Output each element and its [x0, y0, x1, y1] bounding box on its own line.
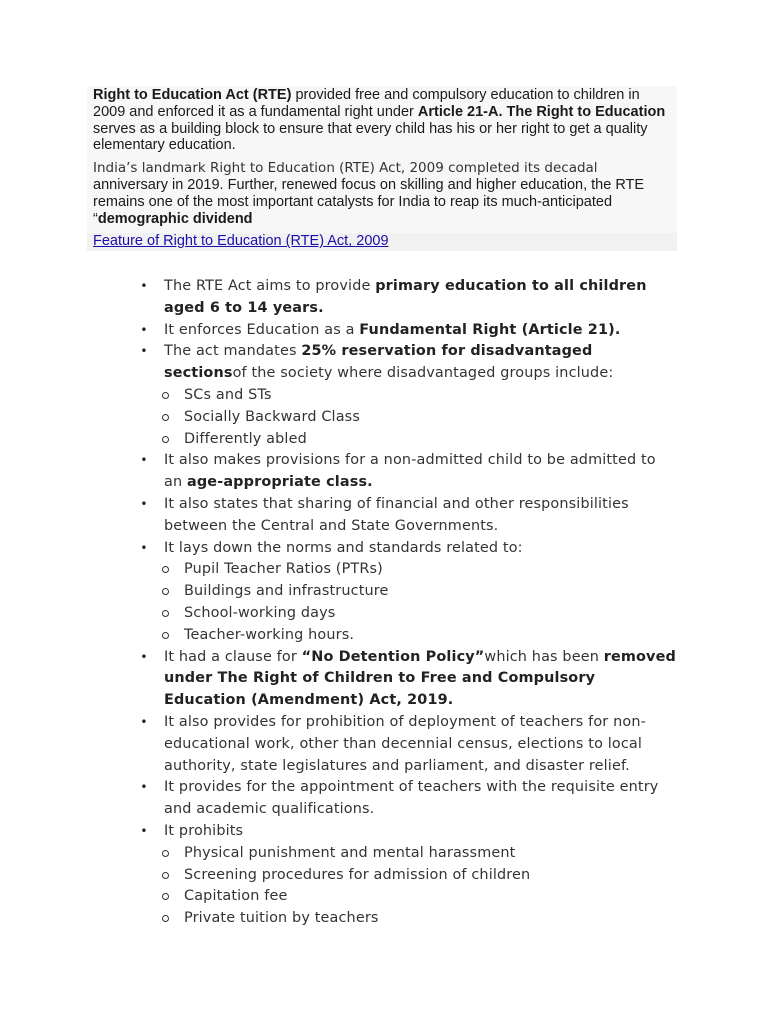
sub-item-text: SCs and STs [184, 386, 272, 403]
item-text: It lays down the norms and standards related to: [164, 539, 523, 556]
item-text: It had a clause for [164, 648, 302, 665]
intro-paragraph-1 [87, 86, 677, 159]
item-bold: primary education to all children aged 6 to 14 years. [164, 278, 647, 316]
list-item [138, 647, 678, 712]
sub-item-text: Screening procedures for admission of children [184, 866, 531, 883]
circle-bullet-icon [162, 566, 169, 573]
intro-text: anniversary in 2019. Further, renewed focus on skilling and higher education, the RTE remains one of the most important catalysts for India to reap its much-anticipated “ [93, 176, 645, 227]
bullet-icon: • [140, 322, 148, 337]
list-item [138, 320, 678, 342]
sub-list-item [138, 407, 678, 429]
item-text: of the society where disadvantaged groups include: [232, 365, 614, 382]
list-item [138, 450, 678, 494]
item-bold: removed under The Right of Children to Free and Compulsory Education (Amendment) Act, 2019. [164, 648, 676, 709]
sub-item-text: Private tuition by teachers [184, 910, 379, 927]
sub-item-text: Socially Backward Class [184, 408, 360, 425]
list-item [138, 712, 678, 777]
circle-bullet-icon [162, 872, 169, 879]
item-text: which has been [484, 648, 604, 665]
item-bold: Fundamental Right (Article 21). [359, 321, 621, 338]
demographic-dividend-bold: demographic dividend [97, 210, 253, 227]
list-item [138, 777, 678, 821]
intro-paragraph-2 [87, 159, 677, 233]
item-text: It also provides for prohibition of deployment of teachers for non-educational work, other than decennial census, elections to local authority, state legislatures and parliament, and disaster relief. [164, 713, 646, 774]
bullet-icon: • [140, 540, 148, 555]
item-text: It also states that sharing of financial and other responsibilities between the Central and State Governments. [164, 495, 629, 534]
list-item [138, 341, 678, 450]
intro-section [87, 86, 677, 251]
bullet-icon: • [140, 714, 148, 729]
sub-list-item [138, 865, 678, 887]
item-text: It prohibits [164, 822, 244, 839]
circle-bullet-icon [162, 414, 169, 421]
circle-bullet-icon [162, 392, 169, 399]
sub-list-item [138, 886, 678, 908]
bullet-icon: • [140, 780, 148, 795]
bullet-icon: • [140, 453, 148, 468]
bullet-icon: • [140, 649, 148, 664]
item-text: The RTE Act aims to provide [164, 278, 376, 294]
sub-list-item [138, 843, 678, 865]
item-bold: 25% reservation for disadvantaged sections [164, 343, 593, 382]
item-text: It provides for the appointment of teachers with the requisite entry and academic qualifications. [164, 779, 659, 818]
sub-list-item [138, 581, 678, 603]
item-bold: age-appropriate class. [186, 474, 373, 491]
circle-bullet-icon [162, 588, 169, 595]
rte-act-bold: Right to Education Act (RTE) [93, 87, 292, 103]
sub-list-item [138, 385, 678, 407]
item-text: It also makes provisions for a non-admitted child to be admitted to an [164, 452, 656, 491]
feature-list [138, 276, 678, 930]
bullet-icon: • [140, 279, 148, 293]
list-item [138, 276, 678, 320]
feature-link[interactable]: Feature of Right to Education (RTE) Act, 2009 [87, 233, 677, 251]
sub-item-text: Pupil Teacher Ratios (PTRs) [184, 561, 383, 578]
circle-bullet-icon [162, 893, 169, 900]
list-item [138, 538, 678, 647]
sub-list-item [138, 559, 678, 581]
circle-bullet-icon [162, 915, 169, 922]
item-text: The act mandates [164, 343, 302, 360]
sub-list [164, 559, 678, 646]
bullet-icon: • [140, 496, 148, 511]
sub-list-item [138, 429, 678, 451]
list-item [138, 494, 678, 538]
sub-list [164, 843, 678, 930]
item-bold: “No Detention Policy” [301, 648, 485, 665]
feature-list-section [138, 276, 678, 930]
sub-list-item [138, 603, 678, 625]
sub-item-text: Teacher-working hours. [184, 626, 355, 643]
sub-item-text: School-working days [184, 604, 336, 621]
sub-item-text: Capitation fee [184, 888, 288, 905]
item-text: It enforces Education as a [164, 321, 360, 338]
intro-text: provided free and compulsory education to children in 2009 and enforced it as a fundamental right under [93, 87, 640, 120]
sub-item-text: Physical punishment and mental harassment [184, 844, 516, 861]
bullet-icon: • [140, 823, 148, 838]
sub-item-text: Differently abled [184, 430, 307, 447]
circle-bullet-icon [162, 632, 169, 639]
sub-list-item [138, 625, 678, 647]
bullet-icon: • [140, 344, 148, 359]
circle-bullet-icon [162, 610, 169, 617]
sub-list-item [138, 908, 678, 930]
intro-text: India’s landmark Right to Education (RTE) Act, 2009 completed its decadal [93, 160, 598, 177]
sub-list [164, 385, 678, 450]
sub-item-text: Buildings and infrastructure [184, 583, 389, 600]
list-item [138, 821, 678, 930]
intro-text: serves as a building block to ensure that every child has his or her right to get a quality elementary education. [93, 120, 648, 154]
circle-bullet-icon [162, 850, 169, 857]
article-21a-bold: Article 21-A. The Right to Education [417, 103, 666, 120]
circle-bullet-icon [162, 436, 169, 443]
